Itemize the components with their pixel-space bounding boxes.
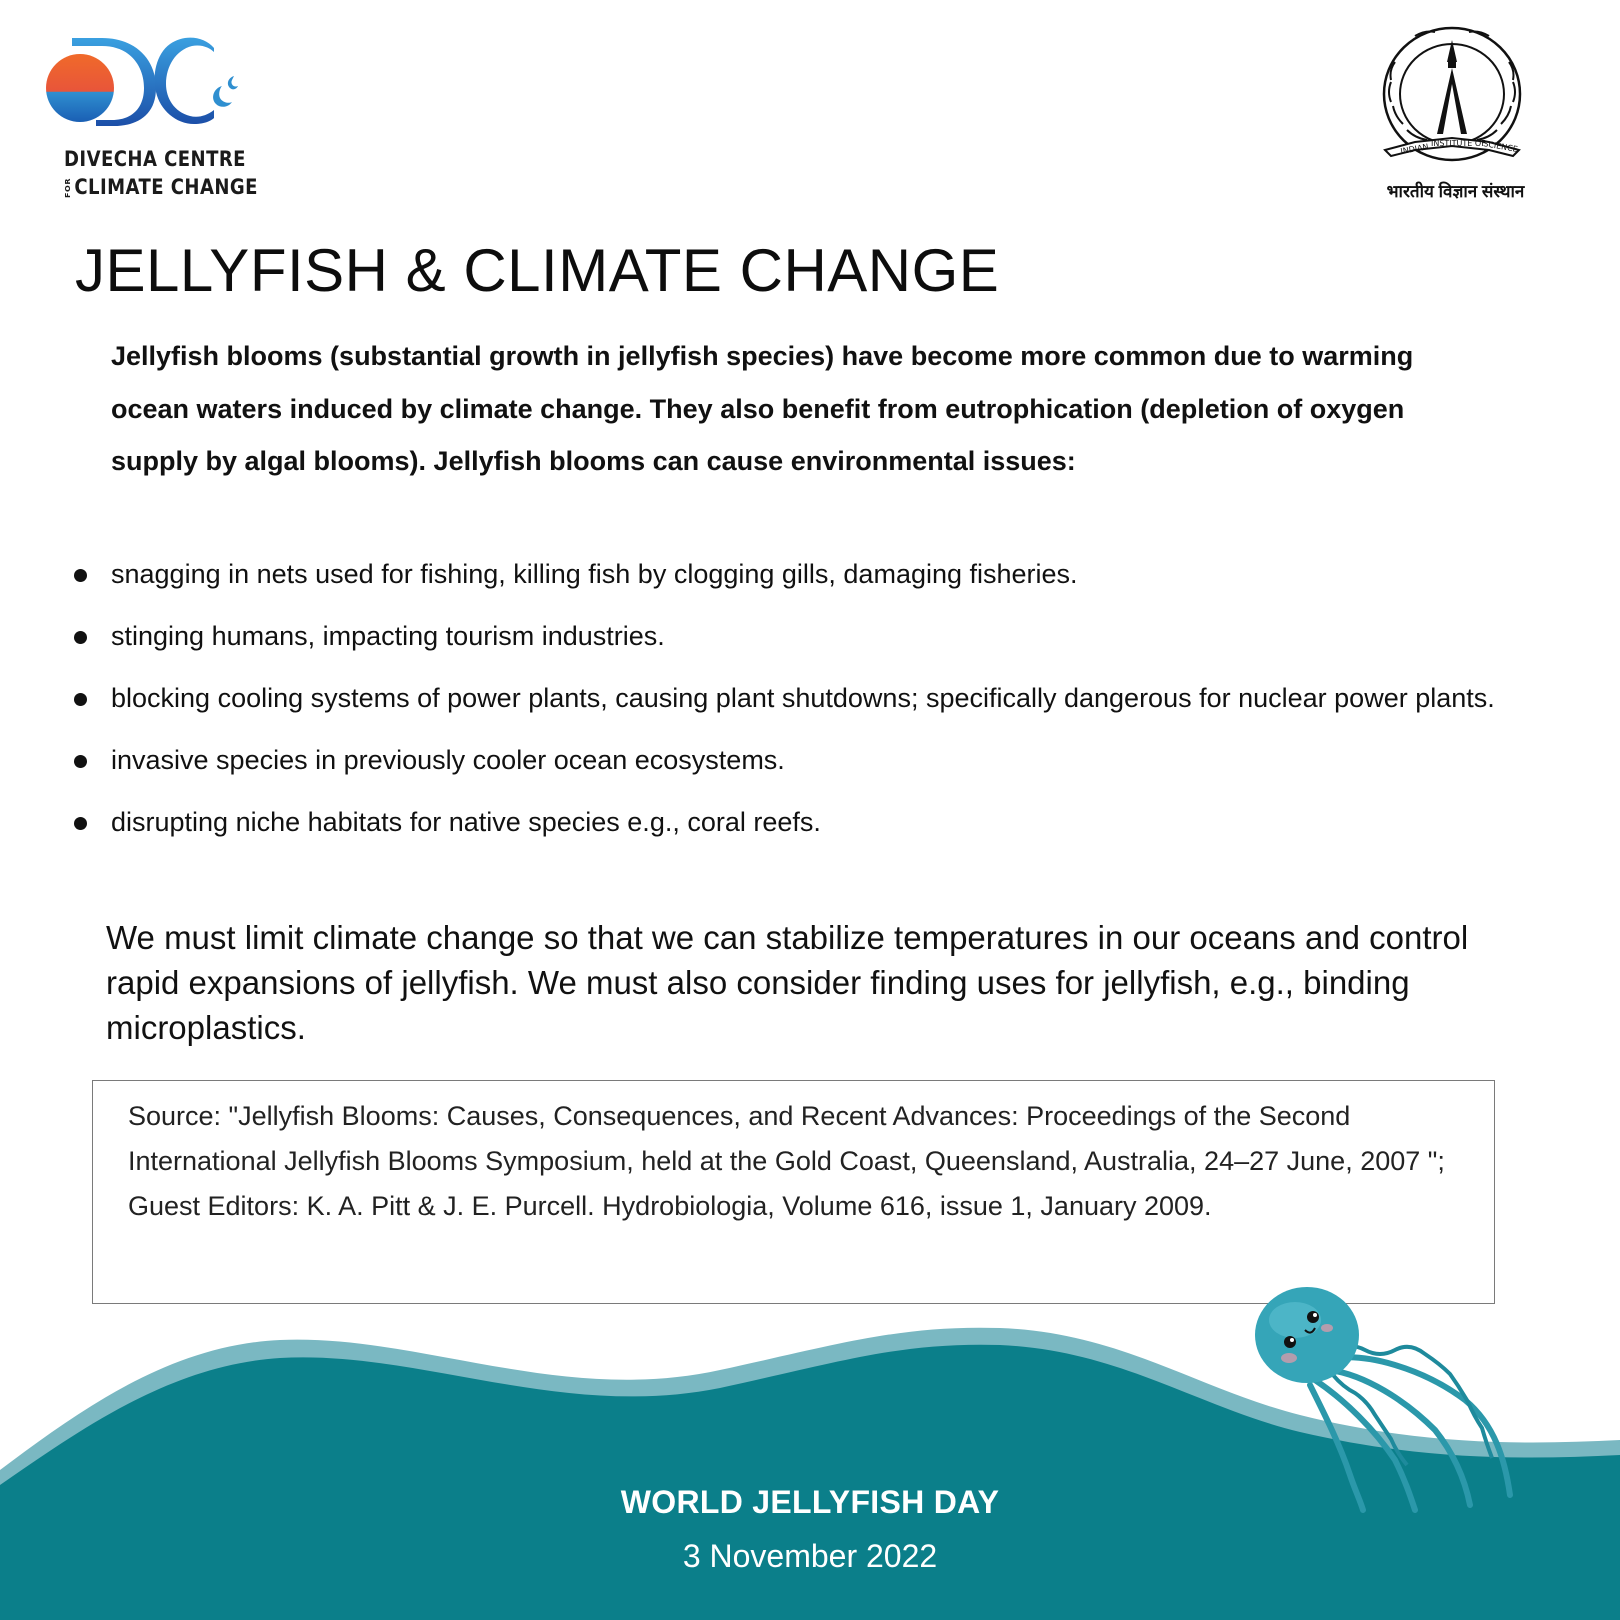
list-item-text: invasive species in previously cooler ocean ecosystems. bbox=[111, 745, 785, 775]
seal-text-left: INDIAN bbox=[1399, 142, 1430, 156]
conclusion-paragraph: We must limit climate change so that we can stabilize temperatures in our oceans and control rapid expansions of jellyfish. We must also consider finding uses for jellyfish, e.g., binding microplastics. bbox=[106, 919, 1469, 1046]
seal-text-top: INSTITUTE OF bbox=[1431, 139, 1486, 148]
dccc-emblem-icon bbox=[44, 30, 244, 145]
list-item bbox=[72, 738, 1512, 782]
list-item-text: stinging humans, impacting tourism industries. bbox=[111, 621, 665, 651]
dccc-for: FOR bbox=[64, 178, 72, 198]
list-item bbox=[72, 552, 1512, 596]
footer-event-title: WORLD JELLYFISH DAY bbox=[620, 1484, 1000, 1520]
list-item bbox=[72, 800, 1512, 844]
list-item bbox=[72, 614, 1512, 658]
page-title: JELLYFISH & CLIMATE CHANGE bbox=[75, 237, 1000, 304]
list-item-text: disrupting niche habitats for native species e.g., coral reefs. bbox=[111, 807, 821, 837]
bullet-icon bbox=[74, 569, 87, 582]
source-box bbox=[92, 1080, 1495, 1304]
list-item-text: snagging in nets used for fishing, killing fish by clogging gills, damaging fisheries. bbox=[111, 559, 1078, 589]
seal-text-right: SCIENCE bbox=[1482, 139, 1519, 154]
issues-list bbox=[72, 552, 1512, 844]
list-item bbox=[72, 676, 1512, 720]
footer-event-date: 3 November 2022 bbox=[682, 1538, 938, 1574]
list-item-text: blocking cooling systems of power plants, causing plant shutdowns; specifically dangerous for nuclear power plants. bbox=[111, 683, 1495, 713]
dccc-line2: CLIMATE CHANGE bbox=[74, 175, 258, 199]
bullet-icon bbox=[74, 817, 87, 830]
dccc-wordmark bbox=[64, 145, 258, 201]
bullet-icon bbox=[74, 693, 87, 706]
divecha-centre-logo bbox=[44, 30, 258, 205]
source-citation: Source: "Jellyfish Blooms: Causes, Consequences, and Recent Advances: Proceedings of the Second International Jellyfish Blooms Symposium, held at the Gold Coast, Queensland, Australia, 24–27 June, 2007 "; Guest Editors: K. A. Pitt & J. E. Purcell. Hydrobiologia, Volume 616, issue 1, January 2009. bbox=[128, 1101, 1445, 1221]
dccc-line1: DIVECHA CENTRE bbox=[64, 147, 246, 171]
iisc-logo bbox=[1355, 22, 1555, 202]
iisc-seal-icon bbox=[1355, 22, 1555, 182]
bullet-icon bbox=[74, 631, 87, 644]
iisc-hindi-name: भारतीय विज्ञान संस्थान bbox=[1386, 182, 1525, 201]
bullet-icon bbox=[74, 755, 87, 768]
intro-paragraph: Jellyfish blooms (substantial growth in jellyfish species) have become more common due to warming ocean waters induced by climate change. They also benefit from eutrophication (depletion of oxygen supply by algal blooms). Jellyfish blooms can cause environmental issues: bbox=[111, 341, 1414, 476]
